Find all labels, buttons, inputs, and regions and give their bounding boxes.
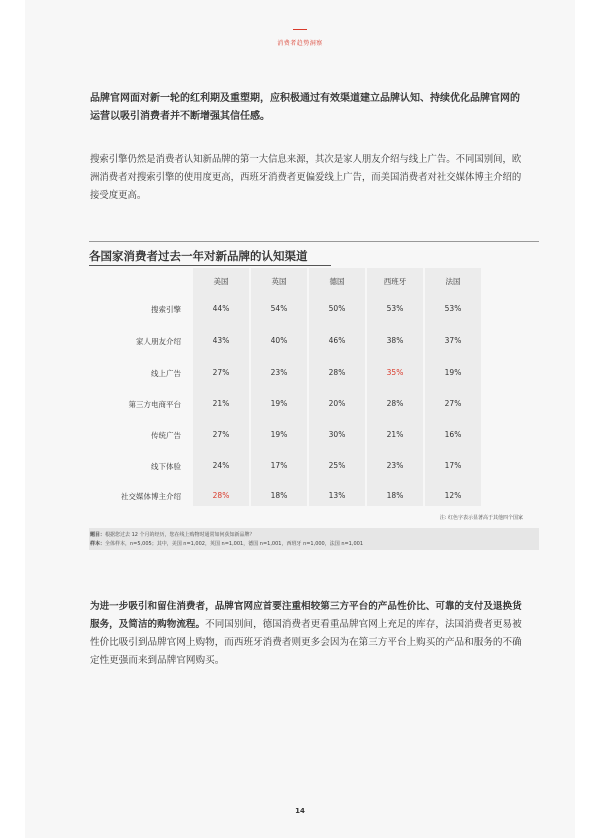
table-cell: 54% [270,304,288,313]
question-text: 根据您过去 12 个月的经历，您在线上购物时通常如何获知新品牌？ [105,532,255,538]
intro-paragraph: 品牌官网面对新一轮的红利期及重塑期，应积极通过有效渠道建立品牌认知、持续优化品牌官网的运营以吸引消费者并不断增强其信任感。 [90,93,520,122]
table-cell: 19% [270,399,288,408]
table-cell: 21% [212,399,230,408]
table-cell: 19% [444,368,462,377]
table-cell: 20% [328,399,346,408]
table-cell: 25% [328,461,346,470]
row-label: 搜索引擎 [151,305,181,314]
sample-note [90,540,363,547]
table-cell: 12% [444,491,462,500]
table-cell: 38% [386,336,404,345]
column-header: 法国 [445,277,461,286]
table-cell: 37% [444,336,462,345]
table-cell: 23% [270,368,288,377]
row-label: 社交媒体博主介绍 [121,492,181,501]
table-cell: 30% [328,430,346,439]
section-header: 消费者趋势洞察 [277,40,323,47]
table-title-underline [89,265,331,266]
table-cell: 23% [386,461,404,470]
table-title: 各国家消费者过去一年对新品牌的认知渠道 [89,249,308,263]
table-cell: 18% [270,491,288,500]
column-header: 德国 [329,277,345,286]
table-note: 注: 红色字表示显著高于其他四个国家 [439,515,523,521]
table-cell: 35% [386,368,404,377]
table-cell: 24% [212,461,230,470]
table-cell: 44% [212,304,230,313]
row-label: 线上广告 [151,369,181,378]
table-cell: 43% [212,336,230,345]
table-cell: 27% [212,368,230,377]
table-cell: 27% [444,399,462,408]
table-cell: 28% [386,399,404,408]
table-top-rule [89,241,539,242]
table-cell: 13% [328,491,346,500]
column-header: 西班牙 [383,277,407,286]
conclusion-paragraph [90,598,525,670]
sample-label: 样本： [90,541,106,547]
row-label: 家人朋友介绍 [136,337,181,346]
table-cell: 19% [270,430,288,439]
document-page [25,0,575,838]
table-cell: 53% [386,304,404,313]
search-engine-paragraph: 搜索引擎仍然是消费者认知新品牌的第一大信息来源，其次是家人朋友介绍与线上广告。不同国别间，欧洲消费者对搜索引擎的使用度更高，西班牙消费者更偏爱线上广告，而美国消费者对社交媒体博主介绍的接受度更高。 [90,154,522,201]
column-header: 美国 [213,277,229,286]
page-number: 14 [295,807,305,815]
table-cell: 53% [444,304,462,313]
table-cell: 17% [270,461,288,470]
conclusion-text: 不同国别间，德国消费者更看重品牌官网上充足的库存，法国消费者更易被性价比吸引到品牌官网上购物，而西班牙消费者则更多会因为在第三方平台上购买的产品和服务的不确定性更强而来到品牌官网购买。 [90,619,522,666]
row-label: 传统广告 [151,431,181,440]
row-label: 线下体验 [151,462,181,471]
table-cell: 40% [270,336,288,345]
row-label: 第三方电商平台 [128,400,181,409]
table-cell: 50% [328,304,346,313]
header-accent-line [293,29,307,30]
table-cell: 16% [444,430,462,439]
table-cell: 28% [212,491,230,500]
table-cell: 27% [212,430,230,439]
table-cell: 46% [328,336,346,345]
question-note [90,531,255,538]
table-cell: 17% [444,461,462,470]
table-cell: 28% [328,368,346,377]
table-cell: 18% [386,491,404,500]
table-cell: 21% [386,430,404,439]
sample-text: 全体样本，n=5,005；其中，美国 n=1,002，英国 n=1,001，德国 n=1,001，西班牙 n=1,000，法国 n=1,001 [105,541,363,547]
question-label: 题目： [90,532,106,538]
column-header: 英国 [271,277,287,286]
conclusion-bold-text: 为进一步吸引和留住消费者，品牌官网应首要注重相较第三方平台的产品性价比、可靠的支付及退换货服务，及简洁的购物流程。 [90,601,522,630]
